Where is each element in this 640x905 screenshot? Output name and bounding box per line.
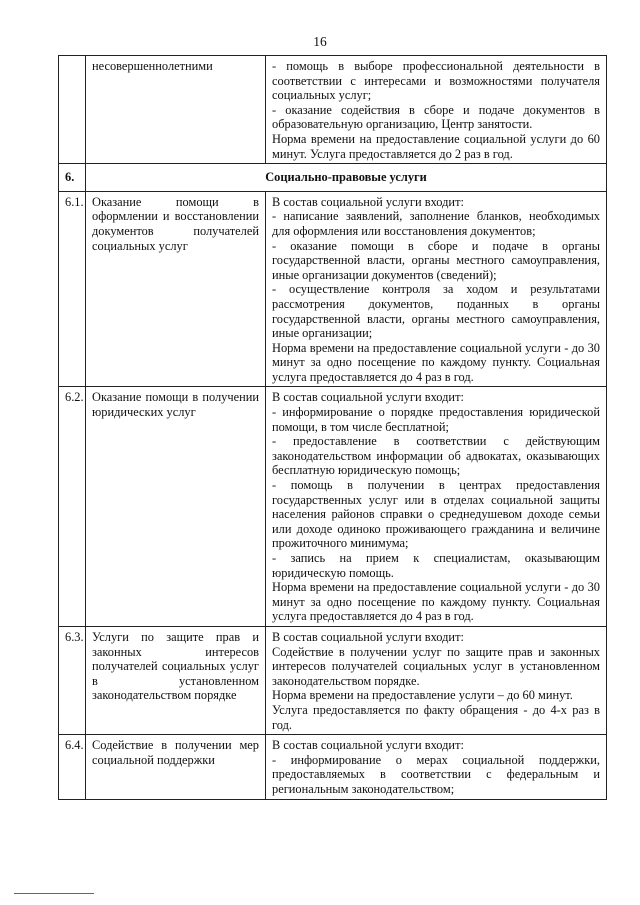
service-description: [266, 191, 607, 387]
table-row-service: [59, 735, 607, 799]
description-line: - информирование о мерах социальной поддержки, предоставляемых в соответствии с федеральным и региональным законодательством;: [272, 752, 600, 796]
table-row-continuation: [59, 56, 607, 164]
section-title: Социально-правовые услуги: [86, 164, 607, 192]
row-number: 6.4.: [59, 735, 86, 799]
row-number: 6.1.: [59, 191, 86, 387]
row-number: 6.2.: [59, 387, 86, 627]
table-row-service: [59, 191, 607, 387]
service-name: несовершеннолетними: [86, 56, 266, 164]
description-line: - информирование о порядке предоставления юридической помощи, в том числе бесплатной;: [272, 405, 600, 434]
description-line: В состав социальной услуги входит:: [272, 194, 464, 209]
description-line: Норма времени на предоставление услуги – до 60 минут.: [272, 688, 573, 703]
service-name: Содействие в получении мер социальной поддержки: [86, 735, 266, 799]
service-description: [266, 626, 607, 734]
row-number: 6.3.: [59, 626, 86, 734]
description-line: - помощь в выборе профессиональной деятельности в соответствии с интересами и возможностями получателя социальных услуг;: [272, 59, 600, 103]
services-table-body: [59, 56, 607, 800]
description-line: - оказание помощи в сборе и подаче в органы государственной власти, органы местного самоуправления, иные организации документов (сведений);: [272, 238, 600, 282]
service-name: Услуги по защите прав и законных интересов получателей социальных услуг в установленном законодательством порядке: [86, 626, 266, 734]
description-line: В состав социальной услуги входит:: [272, 629, 464, 644]
service-description: [266, 56, 607, 164]
service-description: [266, 735, 607, 799]
description-line: - запись на прием к специалистам, оказывающим юридическую помощь.: [272, 551, 600, 580]
description-line: В состав социальной услуги входит:: [272, 390, 464, 405]
description-line: - написание заявлений, заполнение бланков, необходимых для оформления или восстановления документов;: [272, 209, 600, 238]
description-line: - предоставление в соответствии с действующим законодательством информации об адвокатах, оказывающих бесплатную юридическую помощь;: [272, 434, 600, 478]
table-row-section: [59, 164, 607, 192]
page-number: 16: [313, 34, 327, 49]
row-number: [59, 56, 86, 164]
description-line: - оказание содействия в сборе и подаче документов в образовательную организацию, Центр занятости.: [272, 102, 600, 132]
table-row-service: [59, 626, 607, 734]
description-line: Норма времени на предоставление социальной услуги до 60 минут. Услуга предоставляется до 2 раз в год.: [272, 131, 600, 161]
description-line: В состав социальной услуги входит:: [272, 738, 464, 753]
service-description: [266, 387, 607, 627]
footer-rule: [14, 893, 94, 894]
description-line: Норма времени на предоставление социальной услуги - до 30 минут за одно посещение по каждому пункту. Социальная услуга предоставляется до 4 раз в год.: [272, 580, 600, 624]
description-line: Норма времени на предоставление социальной услуги - до 30 минут за одно посещение по каждому пункту. Социальная услуга предоставляется до 4 раз в год.: [272, 340, 600, 384]
description-line: - помощь в получении в центрах предоставления государственных услуг или в отделах социальной защиты населения районов справки о среднедушевом доходе семьи или доходе одиноко проживающего гражданина и величине прожиточного минимума;: [272, 478, 600, 551]
services-table: [58, 55, 607, 800]
table-row-service: [59, 387, 607, 627]
section-number: 6.: [59, 164, 86, 192]
service-name: Оказание помощи в оформлении и восстановлении документов получателей социальных услуг: [86, 191, 266, 387]
service-name: Оказание помощи в получении юридических услуг: [86, 387, 266, 627]
description-line: Услуга предоставляется по факту обращения - до 4-х раз в год.: [272, 702, 600, 732]
description-line: Содействие в получении услуг по защите прав и законных интересов получателей социальных услуг в установленном законодательством порядке.: [272, 644, 600, 688]
description-line: - осуществление контроля за ходом и результатами рассмотрения документов, поданных в органы государственной власти, органы местного самоуправления, иные организации;: [272, 282, 600, 341]
